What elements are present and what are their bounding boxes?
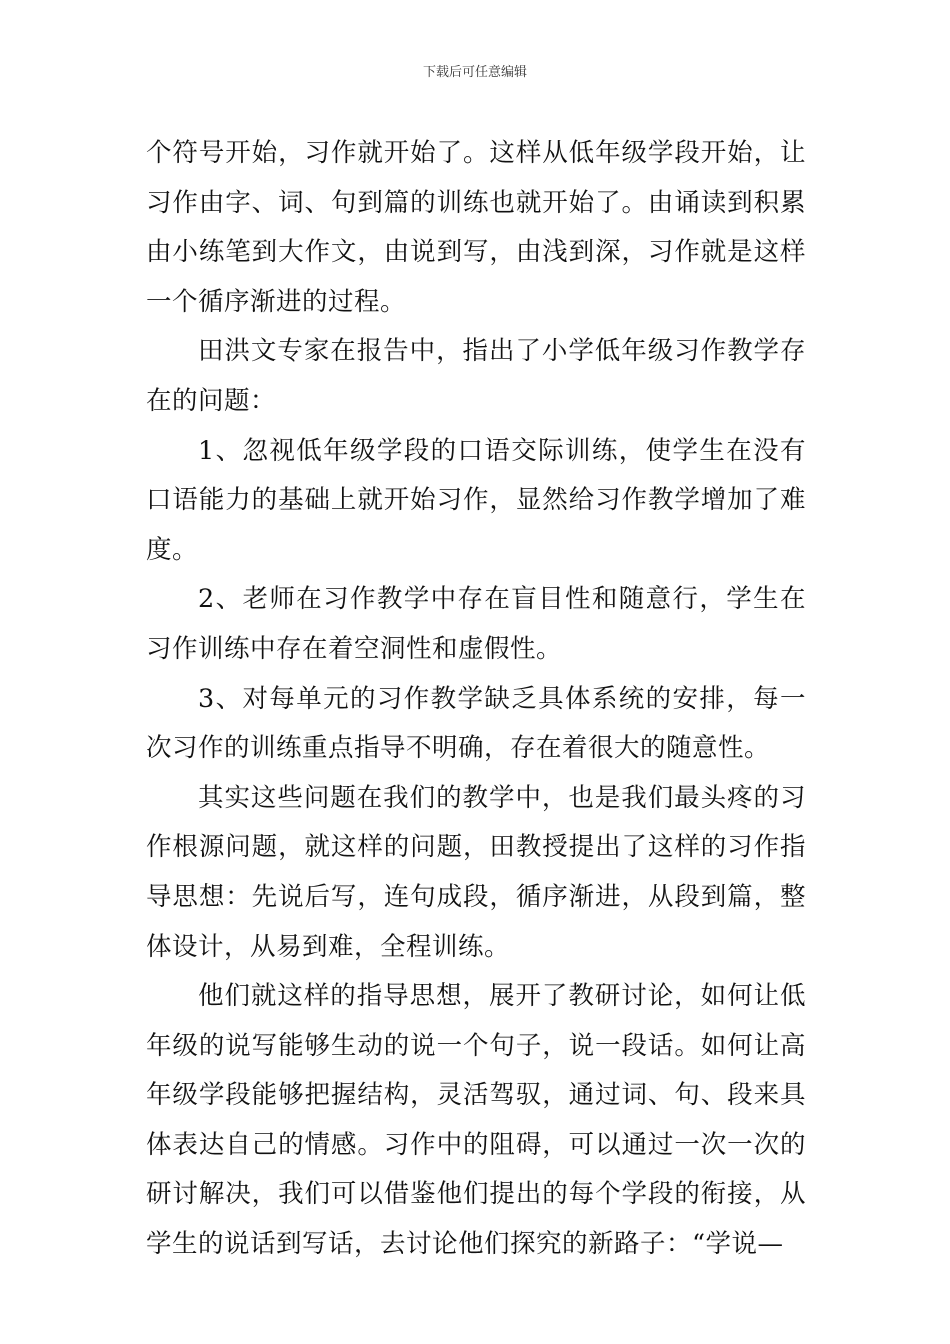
document-body <box>146 129 806 1270</box>
paragraph-problem-1: 1、忽视低年级学段的口语交际训练，使学生在没有口语能力的基础上就开始习作，显然给习作教学增加了难度。 <box>146 435 806 565</box>
paragraph-report-intro: 田洪文专家在报告中，指出了小学低年级习作教学存在的问题： <box>146 336 806 416</box>
paragraph-continuation: 个符号开始，习作就开始了。这样从低年级学段开始，让习作由字、词、句到篇的训练也就开始了。由诵读到积累由小练笔到大作文，由说到写，由浅到深，习作就是这样一个循序渐进的过程。 <box>146 138 806 317</box>
paragraph-guiding-thought: 其实这些问题在我们的教学中，也是我们最头疼的习作根源问题，就这样的问题，田教授提出了这样的习作指导思想：先说后写，连句成段，循序渐进，从段到篇，整体设计，从易到难，全程训练。 <box>146 782 806 962</box>
page-header-note: 下载后可任意编辑 <box>422 65 527 80</box>
paragraph-discussion: 他们就这样的指导思想，展开了教研讨论，如何让低年级的说写能够生动的说一个句子，说一段话。如何让高年级学段能够把握结构，灵活驾驭，通过词、句、段来具体表达自己的情感。习作中的阻碍，可以通过一次一次的研讨解决，我们可以借鉴他们提出的每个学段的衔接，从学生的说话到写话，去讨论他们探究的新路子：“学说— <box>146 981 806 1260</box>
paragraph-problem-2: 2、老师在习作教学中存在盲目性和随意行，学生在习作训练中存在着空洞性和虚假性。 <box>146 584 806 664</box>
paragraph-problem-3: 3、对每单元的习作教学缺乏具体系统的安排，每一次习作的训练重点指导不明确，存在着很大的随意性。 <box>146 683 806 764</box>
